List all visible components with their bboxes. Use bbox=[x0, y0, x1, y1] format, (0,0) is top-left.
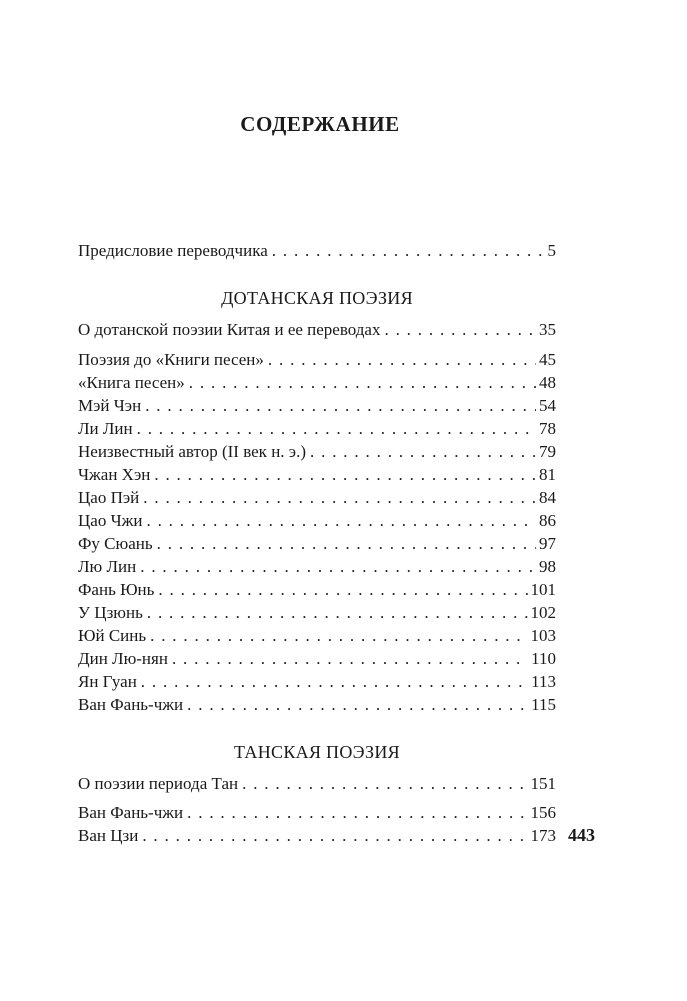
dot-leader bbox=[310, 440, 536, 464]
toc-entry[interactable] bbox=[78, 463, 556, 487]
toc-entry[interactable] bbox=[78, 318, 556, 342]
dot-leader bbox=[189, 371, 536, 395]
toc-entry-label: Ван Фань-чжи bbox=[78, 803, 184, 822]
toc-entry-page: 110 bbox=[531, 649, 556, 668]
toc-entry-label: Поэзия до «Книги песен» bbox=[78, 350, 264, 369]
toc-entry-label: Неизвестный автор (II век н. э.) bbox=[78, 442, 306, 461]
page-number: 443 bbox=[568, 825, 595, 845]
toc-entry[interactable] bbox=[78, 670, 556, 694]
toc-entry[interactable] bbox=[78, 532, 556, 556]
dot-leader bbox=[141, 670, 528, 694]
toc-entry-page: 81 bbox=[539, 465, 556, 484]
section-heading-tang: ТАНСКАЯ ПОЭЗИЯ bbox=[234, 742, 400, 762]
dot-leader bbox=[242, 772, 527, 796]
toc-entry-page: 84 bbox=[539, 488, 556, 507]
toc-entry[interactable] bbox=[78, 440, 556, 464]
dot-leader bbox=[154, 463, 536, 487]
toc-entry-page: 86 bbox=[539, 511, 556, 530]
toc-entry-page: 173 bbox=[530, 826, 556, 845]
toc-entry-label: Предисловие переводчика bbox=[78, 241, 268, 260]
toc-entry-label: О дотанской поэзии Китая и ее переводах bbox=[78, 320, 381, 339]
toc-entry-page: 113 bbox=[531, 672, 556, 691]
toc-entry[interactable] bbox=[78, 417, 556, 441]
toc-entry[interactable] bbox=[78, 824, 556, 848]
toc-entry-label: Лю Лин bbox=[78, 557, 137, 576]
toc-entry-label: Юй Синь bbox=[78, 626, 147, 645]
dot-leader bbox=[147, 601, 528, 625]
dot-leader bbox=[187, 801, 527, 825]
toc-entry-page: 151 bbox=[530, 774, 556, 793]
toc-entry-label: Мэй Чэн bbox=[78, 396, 142, 415]
toc-entry[interactable] bbox=[78, 647, 556, 671]
toc-entry[interactable] bbox=[78, 509, 556, 533]
toc-entry-page: 78 bbox=[539, 419, 556, 438]
toc-entry-label: Дин Лю-нян bbox=[78, 649, 168, 668]
dot-leader bbox=[150, 624, 527, 648]
toc-entry-preface[interactable] bbox=[78, 239, 556, 263]
toc-entry-page: 35 bbox=[539, 320, 556, 339]
toc-entry-page: 115 bbox=[531, 695, 556, 714]
toc-entry-label: «Книга песен» bbox=[78, 373, 185, 392]
toc-entry-page: 54 bbox=[539, 396, 556, 415]
dot-leader bbox=[172, 647, 528, 671]
toc-entry-label: Ван Фань-чжи bbox=[78, 695, 184, 714]
toc-entry-label: О поэзии периода Тан bbox=[78, 774, 239, 793]
dot-leader bbox=[268, 348, 536, 372]
toc-entry[interactable] bbox=[78, 371, 556, 395]
toc-entry[interactable] bbox=[78, 486, 556, 510]
toc-entry-page: 97 bbox=[539, 534, 556, 553]
dot-leader bbox=[272, 239, 545, 263]
toc-entry-page: 156 bbox=[530, 803, 556, 822]
toc-entry-label: Ван Цзи bbox=[78, 826, 139, 845]
dot-leader bbox=[384, 318, 536, 342]
toc-entry-page: 48 bbox=[539, 373, 556, 392]
dot-leader bbox=[145, 394, 536, 418]
toc-entry-label: Фань Юнь bbox=[78, 580, 155, 599]
dot-leader bbox=[143, 486, 536, 510]
toc-entry[interactable] bbox=[78, 801, 556, 825]
toc-entry[interactable] bbox=[78, 693, 556, 717]
toc-entry-label: У Цзюнь bbox=[78, 603, 143, 622]
toc-entry-page: 45 bbox=[539, 350, 556, 369]
toc-entry-page: 101 bbox=[530, 580, 556, 599]
dot-leader bbox=[137, 417, 536, 441]
toc-entry[interactable] bbox=[78, 624, 556, 648]
toc-entry[interactable] bbox=[78, 578, 556, 602]
toc-entry-page: 102 bbox=[530, 603, 556, 622]
toc-entry[interactable] bbox=[78, 348, 556, 372]
toc-entry[interactable] bbox=[78, 601, 556, 625]
toc-entry[interactable] bbox=[78, 394, 556, 418]
dot-leader bbox=[140, 555, 536, 579]
dot-leader bbox=[157, 532, 536, 556]
toc-entry-label: Фу Сюань bbox=[78, 534, 153, 553]
toc-entry-label: Ли Лин bbox=[78, 419, 133, 438]
dot-leader bbox=[187, 693, 528, 717]
toc-entry-label: Ян Гуан bbox=[78, 672, 137, 691]
dot-leader bbox=[142, 824, 527, 848]
toc-entry-label: Цао Пэй bbox=[78, 488, 140, 507]
toc-entry[interactable] bbox=[78, 772, 556, 796]
toc-entry-page: 79 bbox=[539, 442, 556, 461]
section-heading-pre-tang: ДОТАНСКАЯ ПОЭЗИЯ bbox=[221, 288, 413, 308]
dot-leader bbox=[158, 578, 527, 602]
toc-entry-label: Цао Чжи bbox=[78, 511, 143, 530]
toc-entry[interactable] bbox=[78, 555, 556, 579]
page-title: СОДЕРЖАНИЕ bbox=[240, 112, 400, 136]
dot-leader bbox=[146, 509, 536, 533]
toc-entry-page: 5 bbox=[547, 241, 556, 260]
toc-entry-page: 103 bbox=[530, 626, 556, 645]
toc-entry-label: Чжан Хэн bbox=[78, 465, 151, 484]
toc-entry-page: 98 bbox=[539, 557, 556, 576]
